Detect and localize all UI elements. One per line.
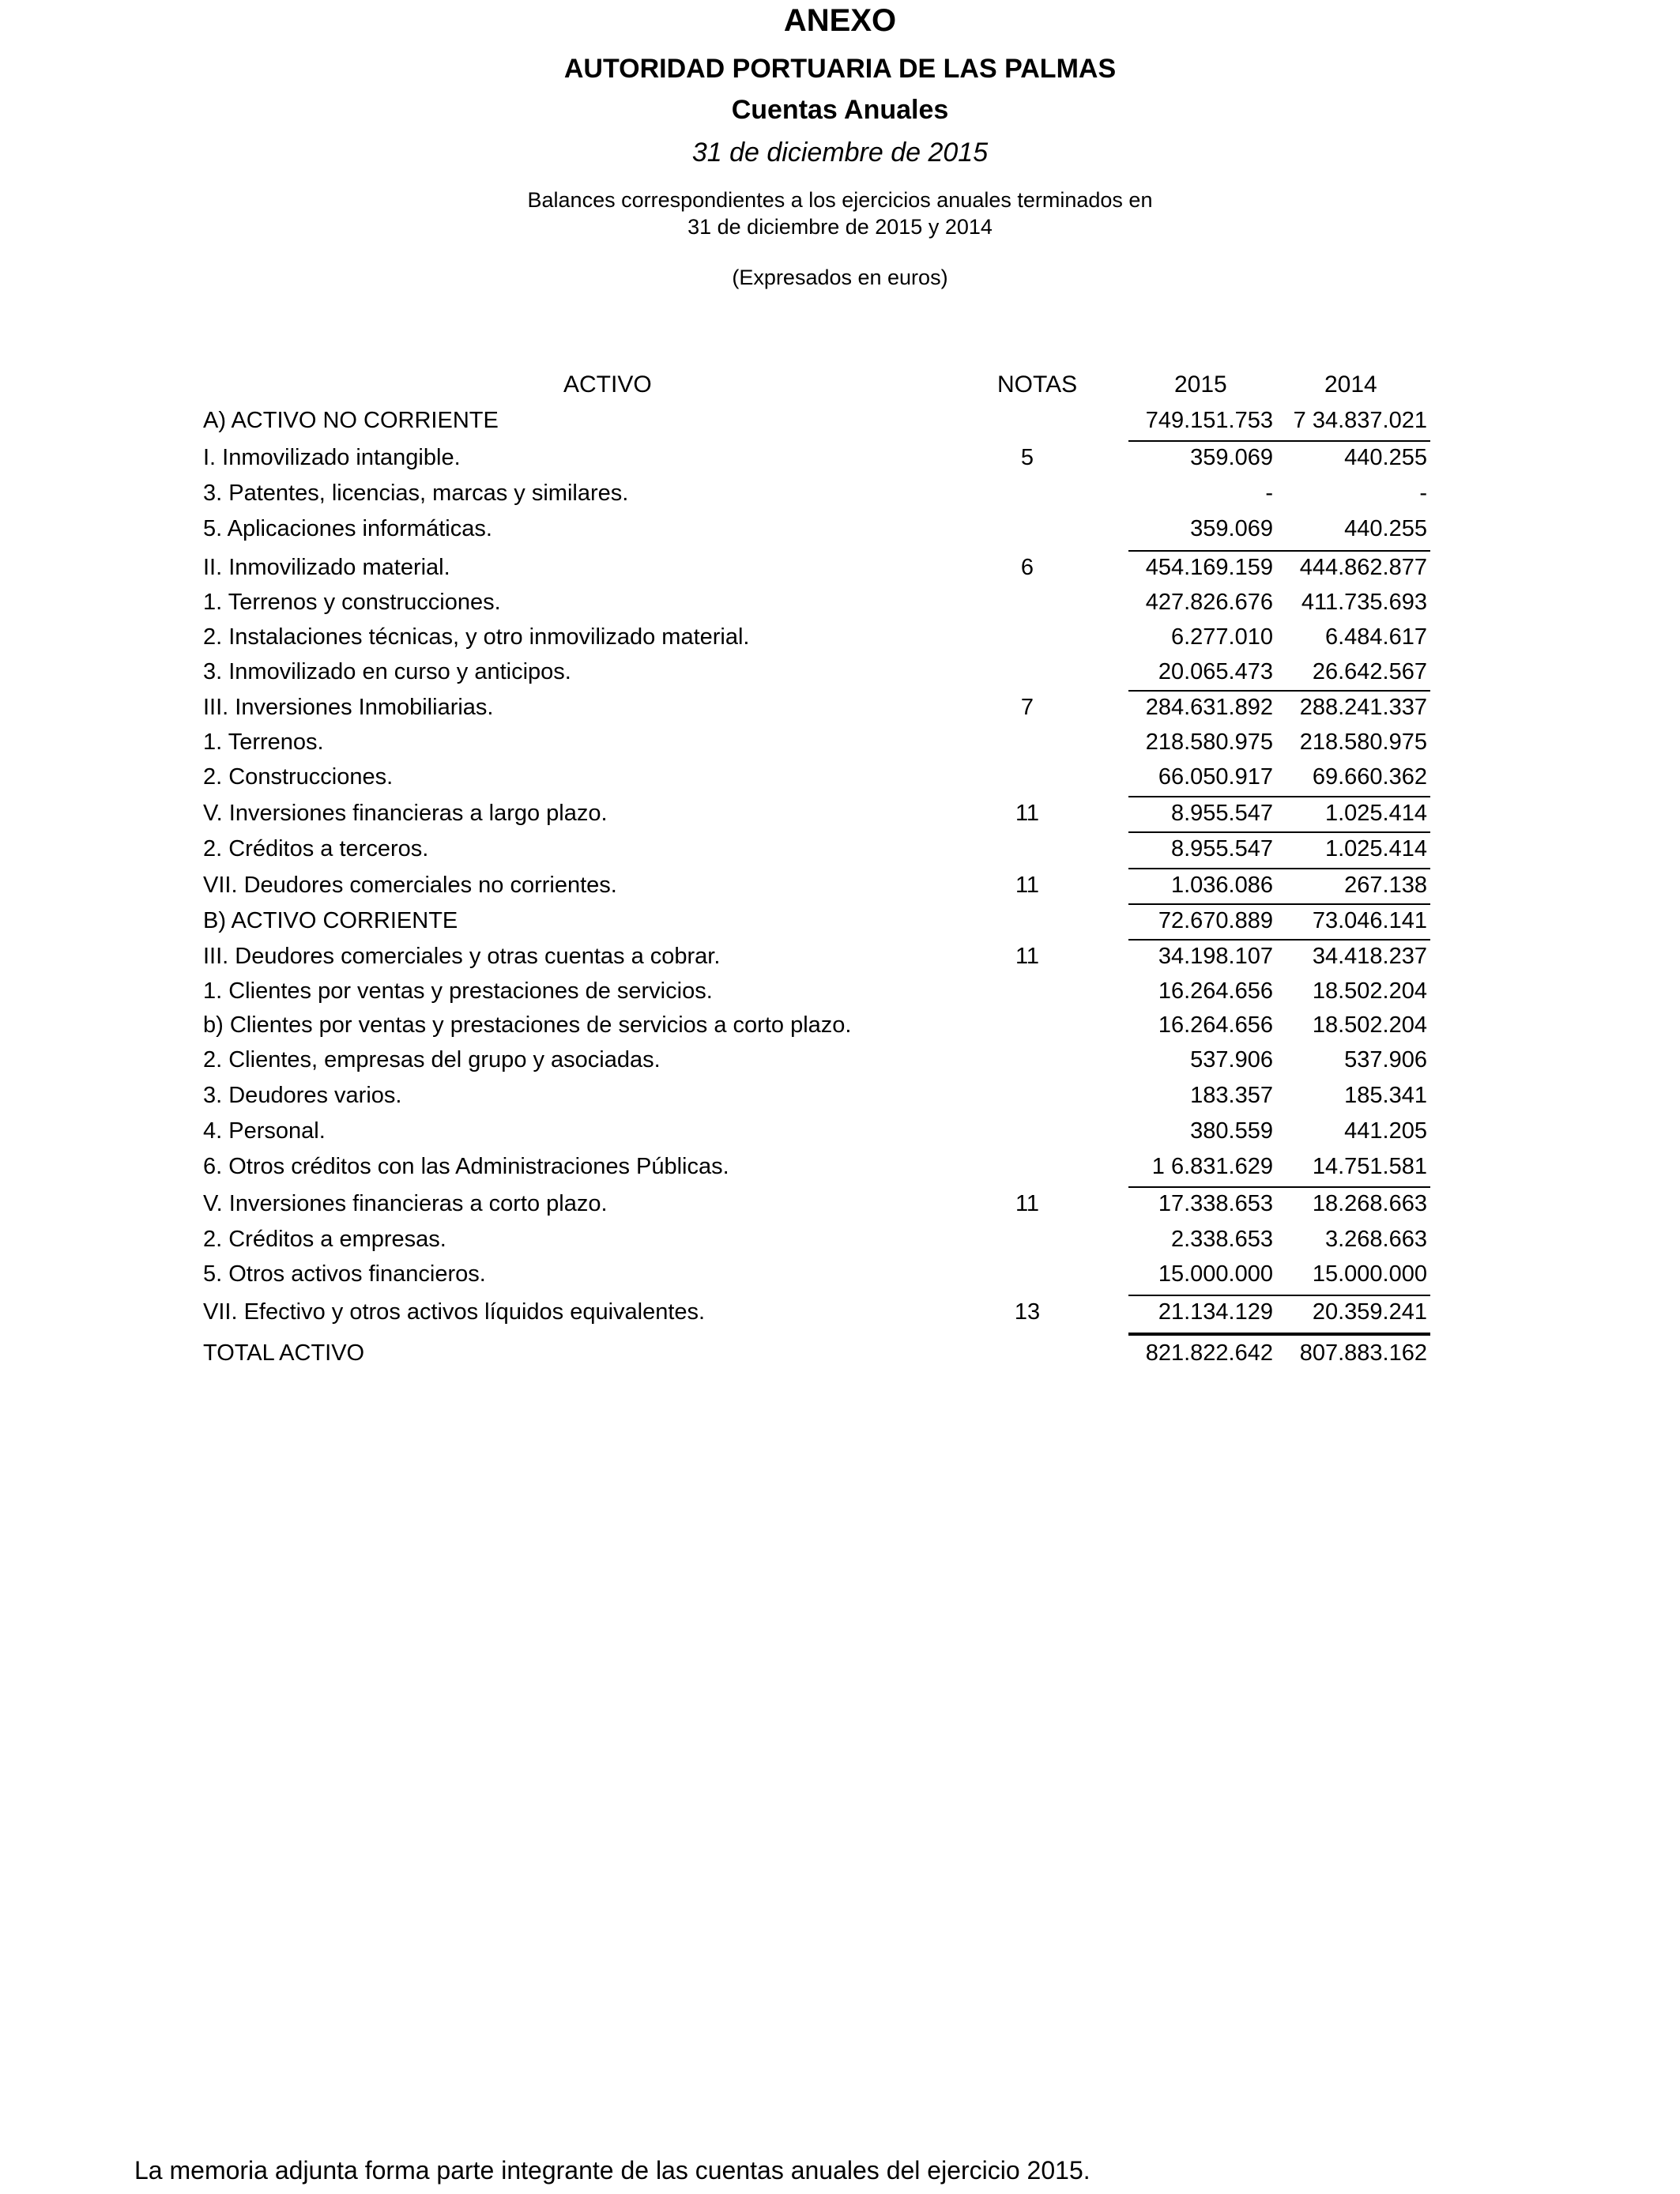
row-value-2014: 18.502.204 bbox=[1312, 978, 1427, 1004]
table-row bbox=[0, 978, 1680, 1013]
document-subtitle: Cuentas Anuales bbox=[731, 95, 949, 125]
row-label: 3. Patentes, licencias, marcas y similares. bbox=[203, 481, 629, 506]
row-nota: 11 bbox=[1015, 944, 1040, 969]
document-title: ANEXO bbox=[783, 3, 897, 38]
row-value-2014: 1.025.414 bbox=[1324, 836, 1427, 861]
table-row bbox=[0, 555, 1680, 590]
table-row bbox=[0, 481, 1680, 515]
table-row bbox=[0, 1083, 1680, 1118]
row-value-2014: 7 34.837.021 bbox=[1293, 408, 1427, 433]
table-row bbox=[0, 729, 1680, 764]
document-description bbox=[0, 187, 1680, 240]
table-row bbox=[0, 801, 1680, 835]
row-value-2014: 73.046.141 bbox=[1312, 908, 1427, 933]
table-row bbox=[0, 516, 1680, 551]
row-label: 6. Otros créditos con las Administraciones Públicas. bbox=[203, 1154, 729, 1179]
row-value-2014: - bbox=[1419, 481, 1427, 506]
row-value-2015: 2.338.653 bbox=[1170, 1227, 1273, 1252]
table-row bbox=[0, 836, 1680, 871]
row-label: I. Inmovilizado intangible. bbox=[203, 445, 461, 470]
row-label: 1. Terrenos y construcciones. bbox=[203, 590, 501, 615]
row-nota: 13 bbox=[1014, 1299, 1041, 1325]
table-row bbox=[0, 1118, 1680, 1153]
table-row bbox=[0, 695, 1680, 729]
row-value-2014: 267.138 bbox=[1344, 873, 1427, 898]
row-label: 5. Otros activos financieros. bbox=[203, 1261, 486, 1287]
table-row bbox=[0, 1191, 1680, 1226]
row-label: 5. Aplicaciones informáticas. bbox=[203, 516, 492, 541]
row-value-2014: 1.025.414 bbox=[1324, 801, 1427, 826]
row-label: 2. Créditos a empresas. bbox=[203, 1227, 446, 1252]
row-label: b) Clientes por ventas y prestaciones de servicios a corto plazo. bbox=[203, 1012, 852, 1038]
row-value-2015: 454.169.159 bbox=[1145, 555, 1273, 580]
table-row bbox=[0, 1340, 1680, 1375]
table-row bbox=[0, 659, 1680, 694]
row-value-2015: 537.906 bbox=[1190, 1047, 1273, 1072]
row-value-2014: 411.735.693 bbox=[1301, 590, 1427, 615]
row-nota: 11 bbox=[1015, 801, 1040, 826]
row-label: 4. Personal. bbox=[203, 1118, 326, 1144]
row-value-2015: 380.559 bbox=[1190, 1118, 1273, 1144]
row-value-2014: 185.341 bbox=[1344, 1083, 1427, 1108]
entity-name: AUTORIDAD PORTUARIA DE LAS PALMAS bbox=[563, 54, 1117, 84]
row-label: 2. Construcciones. bbox=[203, 764, 394, 790]
column-header-2015: 2015 bbox=[1174, 371, 1227, 398]
table-row bbox=[0, 624, 1680, 659]
row-label: 2. Créditos a terceros. bbox=[203, 836, 429, 861]
row-value-2015: 16.264.656 bbox=[1158, 978, 1273, 1004]
row-label: B) ACTIVO CORRIENTE bbox=[203, 908, 458, 933]
row-value-2014: 444.862.877 bbox=[1299, 555, 1427, 580]
row-label: 1. Clientes por ventas y prestaciones de servicios. bbox=[203, 978, 713, 1004]
row-value-2015: 183.357 bbox=[1190, 1083, 1273, 1108]
description-line-2: 31 de diciembre de 2015 y 2014 bbox=[687, 215, 993, 239]
row-label: V. Inversiones financieras a largo plazo. bbox=[203, 801, 608, 826]
row-value-2014: 6.484.617 bbox=[1324, 624, 1427, 650]
table-row bbox=[0, 1261, 1680, 1296]
row-value-2014: 18.502.204 bbox=[1312, 1012, 1427, 1038]
row-value-2015: 20.065.473 bbox=[1158, 659, 1273, 684]
row-value-2015: 359.069 bbox=[1190, 516, 1273, 541]
row-nota: 11 bbox=[1015, 1191, 1040, 1216]
row-value-2015: 821.822.642 bbox=[1145, 1340, 1273, 1366]
row-value-2015: 427.826.676 bbox=[1145, 590, 1273, 615]
row-nota: 6 bbox=[1020, 555, 1034, 580]
row-value-2015: 6.277.010 bbox=[1170, 624, 1273, 650]
row-label: V. Inversiones financieras a corto plazo. bbox=[203, 1191, 608, 1216]
row-label: 2. Clientes, empresas del grupo y asociadas. bbox=[203, 1047, 661, 1072]
row-nota: 7 bbox=[1020, 695, 1034, 720]
table-row bbox=[0, 873, 1680, 907]
row-label: A) ACTIVO NO CORRIENTE bbox=[203, 408, 499, 433]
row-value-2015: 284.631.892 bbox=[1145, 695, 1273, 720]
document-date: 31 de diciembre de 2015 bbox=[691, 138, 989, 168]
row-value-2014: 15.000.000 bbox=[1312, 1261, 1427, 1287]
row-value-2015: 8.955.547 bbox=[1170, 801, 1273, 826]
description-line-1: Balances correspondientes a los ejercicios anuales terminados en bbox=[527, 188, 1153, 212]
row-value-2015: 72.670.889 bbox=[1158, 908, 1273, 933]
table-row bbox=[0, 1154, 1680, 1189]
table-row bbox=[0, 408, 1680, 443]
row-value-2014: 14.751.581 bbox=[1312, 1154, 1427, 1179]
table-row bbox=[0, 944, 1680, 978]
table-row bbox=[0, 1227, 1680, 1261]
row-value-2014: 26.642.567 bbox=[1312, 659, 1427, 684]
column-header-activo: ACTIVO bbox=[563, 371, 652, 398]
row-value-2014: 288.241.337 bbox=[1299, 695, 1427, 720]
row-label: VII. Deudores comerciales no corrientes. bbox=[203, 873, 617, 898]
row-value-2014: 18.268.663 bbox=[1312, 1191, 1427, 1216]
row-label: III. Inversiones Inmobiliarias. bbox=[203, 695, 494, 720]
row-value-2015: 749.151.753 bbox=[1145, 408, 1273, 433]
row-value-2015: 15.000.000 bbox=[1158, 1261, 1273, 1287]
column-header-notas: NOTAS bbox=[997, 371, 1078, 398]
column-header-2014: 2014 bbox=[1324, 371, 1377, 398]
row-nota: 11 bbox=[1015, 873, 1040, 898]
row-value-2014: 3.268.663 bbox=[1324, 1227, 1427, 1252]
row-label: 2. Instalaciones técnicas, y otro inmovilizado material. bbox=[203, 624, 750, 650]
row-label: VII. Efectivo y otros activos líquidos equivalentes. bbox=[203, 1299, 706, 1325]
units-note: (Expresados en euros) bbox=[732, 266, 948, 289]
table-row bbox=[0, 590, 1680, 624]
row-label: 1. Terrenos. bbox=[203, 729, 324, 755]
row-value-2015: 218.580.975 bbox=[1145, 729, 1273, 755]
table-row bbox=[0, 1299, 1680, 1334]
row-value-2014: 20.359.241 bbox=[1312, 1299, 1427, 1325]
row-value-2015: 21.134.129 bbox=[1158, 1299, 1273, 1325]
table-row bbox=[0, 764, 1680, 799]
row-value-2014: 218.580.975 bbox=[1299, 729, 1427, 755]
row-value-2015: 66.050.917 bbox=[1158, 764, 1273, 790]
row-value-2014: 440.255 bbox=[1344, 445, 1427, 470]
row-value-2015: 16.264.656 bbox=[1158, 1012, 1273, 1038]
row-value-2015: 1.036.086 bbox=[1170, 873, 1273, 898]
row-label: III. Deudores comerciales y otras cuentas a cobrar. bbox=[203, 944, 721, 969]
table-row bbox=[0, 445, 1680, 480]
row-label: TOTAL ACTIVO bbox=[203, 1340, 365, 1366]
row-nota: 5 bbox=[1020, 445, 1034, 470]
row-value-2014: 441.205 bbox=[1344, 1118, 1427, 1144]
row-value-2015: 17.338.653 bbox=[1158, 1191, 1273, 1216]
row-value-2014: 807.883.162 bbox=[1299, 1340, 1427, 1366]
row-value-2015: 1 6.831.629 bbox=[1151, 1154, 1273, 1179]
table-row bbox=[0, 1047, 1680, 1082]
footer-note: La memoria adjunta forma parte integrante de las cuentas anuales del ejercicio 2015. bbox=[134, 2156, 1090, 2185]
table-row bbox=[0, 1012, 1680, 1047]
row-value-2015: 8.955.547 bbox=[1170, 836, 1273, 861]
row-value-2015: 359.069 bbox=[1190, 445, 1273, 470]
row-value-2014: 440.255 bbox=[1344, 516, 1427, 541]
row-value-2014: 34.418.237 bbox=[1312, 944, 1427, 969]
table-row bbox=[0, 908, 1680, 943]
row-value-2014: 69.660.362 bbox=[1312, 764, 1427, 790]
row-label: II. Inmovilizado material. bbox=[203, 555, 450, 580]
row-value-2015: 34.198.107 bbox=[1158, 944, 1273, 969]
row-value-2015: - bbox=[1265, 481, 1273, 506]
row-value-2014: 537.906 bbox=[1344, 1047, 1427, 1072]
row-label: 3. Inmovilizado en curso y anticipos. bbox=[203, 659, 571, 684]
row-label: 3. Deudores varios. bbox=[203, 1083, 402, 1108]
